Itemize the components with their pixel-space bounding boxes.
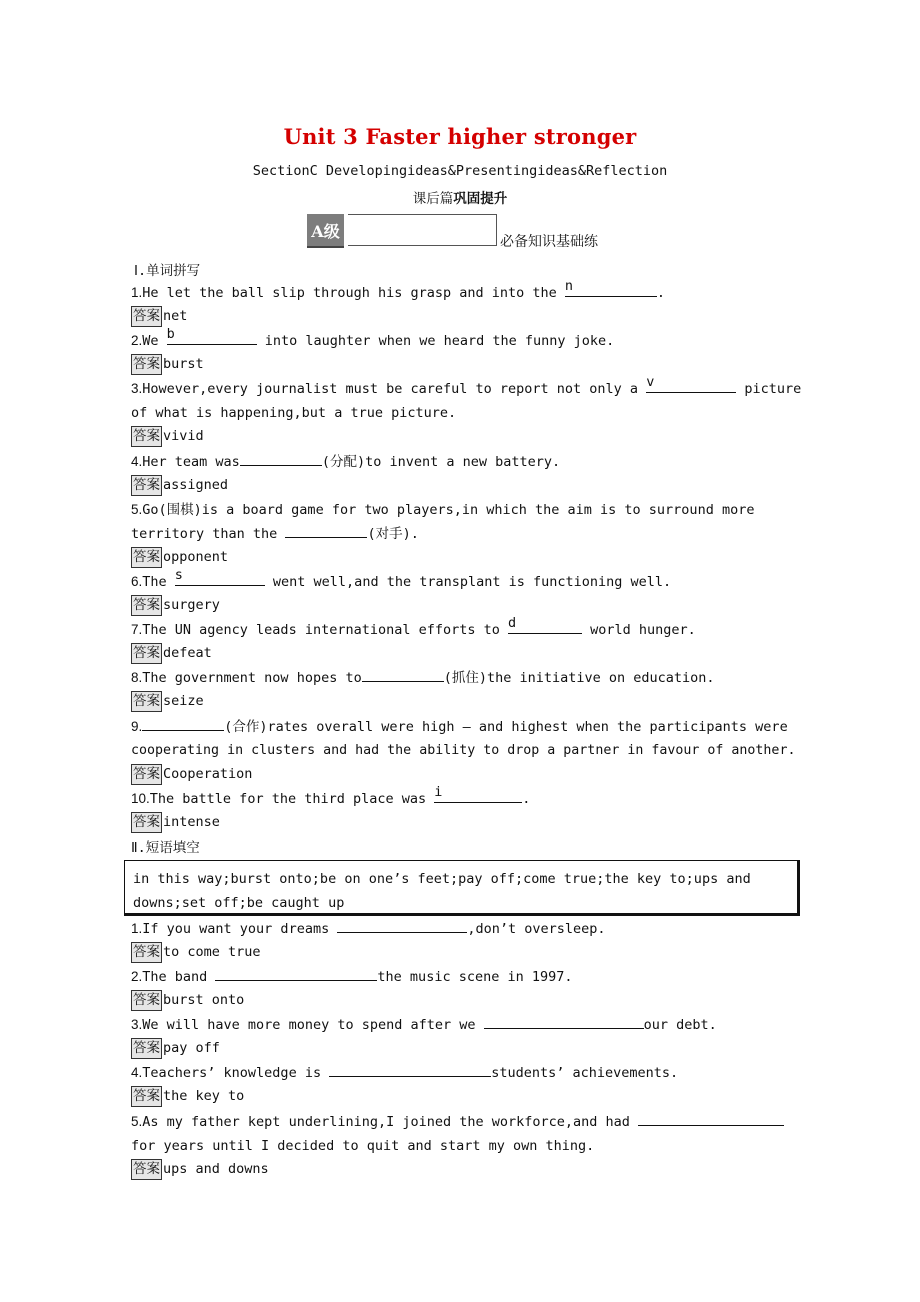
answer-label: 答案 <box>131 1159 162 1180</box>
answer-label: 答案 <box>131 595 162 616</box>
practice-heading-plain: 课后篇 <box>412 191 454 207</box>
answer-label: 答案 <box>131 812 162 833</box>
answer-blank[interactable]: n <box>565 282 657 297</box>
phrase-bank <box>124 860 800 916</box>
phrase-answer-row-5 <box>131 1159 269 1180</box>
answer-label: 答案 <box>131 306 162 327</box>
answer-label: 答案 <box>131 426 162 447</box>
answer-text: net <box>163 308 188 324</box>
phrase-question-2: 2.The band the music scene in 1997. <box>131 965 573 989</box>
answer-blank[interactable] <box>142 716 224 731</box>
answer-row-2 <box>131 354 204 375</box>
phrase-bank-text: in this way;burst onto;be on one’s feet;pay off;come true;the key to;ups and downs;set off;be caught up <box>133 871 751 911</box>
answer-text: assigned <box>163 477 229 493</box>
answer-blank[interactable] <box>362 667 444 682</box>
page-title: Unit 3 Faster higher stronger <box>283 124 637 149</box>
practice-heading-bold: 巩固提升 <box>453 191 508 207</box>
question-9-line-2: cooperating in clusters and had the ability to drop a partner in favour of another. <box>131 743 796 758</box>
question-5: 5.Go(围棋)is a board game for two players,in which the aim is to surround more <box>131 502 755 518</box>
answer-blank[interactable] <box>215 966 377 981</box>
question-6: 6.The s went well,and the transplant is functioning well. <box>131 567 672 590</box>
answer-label: 答案 <box>131 764 162 785</box>
phrase-question-3: 3.We will have more money to spend after we our debt. <box>131 1013 717 1037</box>
answer-label: 答案 <box>131 990 162 1011</box>
answer-row-9 <box>131 764 252 785</box>
level-description: 必备知识基础练 <box>500 234 598 250</box>
answer-blank[interactable] <box>638 1111 784 1126</box>
answer-blank[interactable] <box>337 918 467 933</box>
answer-text: defeat <box>163 645 212 661</box>
answer-text: intense <box>163 814 220 830</box>
phrase-answer-row-4 <box>131 1086 244 1107</box>
answer-blank[interactable] <box>240 451 322 466</box>
answer-text: vivid <box>163 428 204 444</box>
question-2: 2.We b into laughter when we heard the funny joke. <box>131 326 615 349</box>
answer-text: seize <box>163 693 204 709</box>
question-3-line-2: of what is happening,but a true picture. <box>131 405 457 421</box>
answer-text: pay off <box>163 1040 220 1056</box>
answer-blank[interactable]: d <box>508 619 582 634</box>
answer-text: to come true <box>163 944 261 960</box>
answer-blank[interactable]: b <box>167 330 257 345</box>
question-4: 4.Her team was (分配)to invent a new battery. <box>131 450 560 474</box>
answer-row-10 <box>131 812 220 833</box>
question-8: 8.The government now hopes to (抓住)the initiative on education. <box>131 666 715 690</box>
answer-blank[interactable] <box>329 1062 491 1077</box>
phrase-question-4: 4.Teachers’ knowledge is students’ achievements. <box>131 1061 678 1085</box>
section-subtitle: SectionC Developingideas&Presentingideas&Reflection <box>252 163 668 179</box>
answer-text: surgery <box>163 597 220 613</box>
question-number: 1. <box>131 285 143 300</box>
question-10: 10.The battle for the third place was i . <box>131 784 531 807</box>
phrase-answer-row-1 <box>131 942 261 963</box>
practice-heading <box>0 187 920 207</box>
phrase-answer-row-3 <box>131 1038 220 1059</box>
answer-label: 答案 <box>131 1086 162 1107</box>
answer-text: ups and downs <box>163 1161 269 1177</box>
question-5-line-2: territory than the (对手). <box>131 522 419 546</box>
answer-blank[interactable] <box>285 523 367 538</box>
question-3: 3.However,every journalist must be careful to report not only a v picture <box>131 374 802 397</box>
phrase-answer-row-2 <box>131 990 244 1011</box>
section-heading-phrases: Ⅱ.短语填空 <box>131 840 200 856</box>
answer-row-6 <box>131 595 220 616</box>
answer-row-8 <box>131 691 204 712</box>
phrase-question-5: 5.As my father kept underlining,I joined the workforce,and had <box>131 1110 784 1134</box>
answer-label: 答案 <box>131 354 162 375</box>
answer-label: 答案 <box>131 547 162 568</box>
answer-row-1 <box>131 306 187 327</box>
level-badge: A级 <box>307 214 344 248</box>
question-1: 1.He let the ball slip through his grasp and into the n . <box>131 278 666 301</box>
answer-row-3 <box>131 426 204 447</box>
question-9: 9. (合作)rates overall were high — and highest when the participants were <box>131 715 788 739</box>
answer-label: 答案 <box>131 691 162 712</box>
section-heading-spelling: Ⅰ.单词拼写 <box>134 263 201 279</box>
answer-row-7 <box>131 643 212 664</box>
answer-label: 答案 <box>131 1038 162 1059</box>
answer-label: 答案 <box>131 475 162 496</box>
answer-text: burst <box>163 356 204 372</box>
answer-blank[interactable] <box>484 1014 644 1029</box>
answer-text: opponent <box>163 549 229 565</box>
answer-blank[interactable]: i <box>434 788 522 803</box>
answer-blank[interactable]: s <box>175 571 265 586</box>
phrase-question-5-line-2: for years until I decided to quit and start my own thing. <box>131 1138 595 1154</box>
answer-text: burst onto <box>163 992 245 1008</box>
level-banner-box <box>348 214 497 246</box>
answer-text: the key to <box>163 1088 245 1104</box>
answer-label: 答案 <box>131 942 162 963</box>
phrase-question-1: 1.If you want your dreams ,don’t oversleep. <box>131 917 606 941</box>
answer-label: 答案 <box>131 643 162 664</box>
answer-row-4 <box>131 475 228 496</box>
answer-text: Cooperation <box>163 766 253 782</box>
answer-blank[interactable]: v <box>646 378 736 393</box>
question-7: 7.The UN agency leads international efforts to d world hunger. <box>131 615 696 638</box>
